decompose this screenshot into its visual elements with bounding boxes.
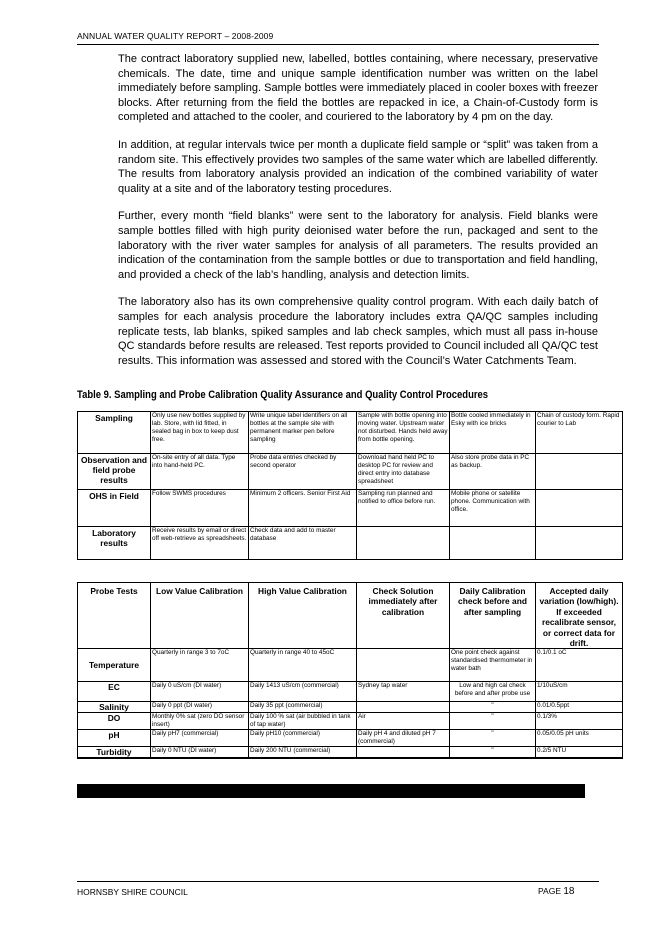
column-header: Check Solution immediately after calibration [357, 583, 450, 649]
table-cell [450, 527, 536, 560]
table-cell: " [450, 713, 536, 730]
table-cell: Minimum 2 officers. Senior First Aid [249, 490, 357, 527]
table-cell: " [450, 702, 536, 713]
table-cell: Also store probe data in PC as backup. [450, 454, 536, 490]
paragraph: The contract laboratory supplied new, labelled, bottles containing, where necessary, preservative chemicals. The date, time and unique sample identification number was written on the label immediately before sampling. Sample bottles were immediately placed in cooler boxes with freezer blocks. After returning from the field the bottles are repacked in ice, a Chain-of-Custody form is completed and attached to the cooler, and couriered to the laboratory by 4 pm on the day. [118, 53, 598, 124]
table-header-row [78, 583, 623, 649]
footer-rule [77, 881, 599, 882]
table-cell [357, 649, 450, 682]
table-cell: Daily 0 uS/cm (DI water) [151, 682, 249, 702]
table-cell: Download hand held PC to desktop PC for review and direct entry into database spreadsheet [357, 454, 450, 490]
table-cell: One point check against standardised thermometer in water bath [450, 649, 536, 682]
table-cell: Only use new bottles supplied by lab. Store, with lid fitted, in sealed bag in box to keep dust free. [151, 412, 249, 454]
table-cell: Daily pH10 (commercial) [249, 730, 357, 747]
table-row [78, 702, 623, 713]
paragraph: The laboratory also has its own comprehensive quality control program. With each daily batch of samples for each analysis procedure the laboratory includes extra QA/QC samples including replicate tests, lab blanks, spiked samples and lab check samples, which must all pass in-house QC standards before results are released. Test reports provided to Council included all QA/QC test results. This information was assessed and stored with the Council’s Water Catchments Team. [118, 296, 598, 367]
column-header: Daily Calibration check before and after sampling [450, 583, 536, 649]
column-header: Accepted daily variation (low/high). If exceeded recalibrate sensor, or correct data for drift. [536, 583, 623, 649]
table-cell: 0.05/0.05 pH units [536, 730, 623, 747]
paragraph: Further, every month “field blanks” were sent to the laboratory for analysis. Field blanks were sample bottles filled with high purity deionised water before the run, packaged and sent to the laboratory with the river water samples for analysis of all parameters. The results provided an indication of the contamination from the sample bottles or due to transportation and field handling, and provided a check of the lab’s handling, analysis and detection limits. [118, 210, 598, 281]
table-row [78, 454, 623, 490]
table-cell: Daily 1413 uS/cm (commercial) [249, 682, 357, 702]
black-bar [77, 784, 585, 798]
row-header: Laboratory results [78, 527, 151, 560]
row-header: OHS in Field [78, 490, 151, 527]
paragraph: In addition, at regular intervals twice per month a duplicate field sample or “split” was taken from a random site. This effectively provides two samples of the same water which are labelled differently. The results from laboratory analysis provided an indication of the combined variability of water quality at a site and of the laboratory testing procedures. [118, 138, 598, 195]
table-row [78, 682, 623, 702]
qa-procedures-table [77, 411, 623, 560]
row-header: pH [78, 730, 151, 747]
column-header: Probe Tests [78, 583, 151, 649]
table-cell: Check data and add to master database [249, 527, 357, 560]
table-cell [536, 527, 623, 560]
table-cell: Receive results by email or direct off web-retrieve as spreadsheets. [151, 527, 249, 560]
table-cell [357, 527, 450, 560]
table-row [78, 713, 623, 730]
row-header: EC [78, 682, 151, 702]
page-prefix: PAGE [538, 886, 564, 896]
table-cell: Daily 0 NTU (DI water) [151, 747, 249, 759]
table-cell: 0.1/3% [536, 713, 623, 730]
table-cell: Low and high cal check before and after probe use [450, 682, 536, 702]
table-title: Table 9. Sampling and Probe Calibration Quality Assurance and Quality Control Procedures [77, 389, 489, 401]
table-cell: Write unique label identifiers on all bottles at the sample site with permanent marker pen before sampling [249, 412, 357, 454]
row-header: DO [78, 713, 151, 730]
table-cell: 1/10uS/cm [536, 682, 623, 702]
table-cell: 0.1/0.1 oC [536, 649, 623, 682]
column-header: Low Value Calibration [151, 583, 249, 649]
probe-calibration-table [77, 582, 623, 759]
table-cell [357, 702, 450, 713]
header-rule [77, 44, 599, 45]
row-header: Observation and field probe results [78, 454, 151, 490]
body-text [118, 52, 598, 381]
table-cell: Quarterly in range 3 to 7oC [151, 649, 249, 682]
table-cell: Chain of custody form. Rapid courier to Lab [536, 412, 623, 454]
table-row [78, 730, 623, 747]
table-cell: On-site entry of all data. Type into hand-held PC. [151, 454, 249, 490]
row-header: Salinity [78, 702, 151, 713]
table-cell: Bottle cooled immediately in Esky with ice bricks [450, 412, 536, 454]
table-cell: Daily 35 ppt (commercial) [249, 702, 357, 713]
table-cell: Sampling run planned and notified to office before run. [357, 490, 450, 527]
row-header: Turbidity [78, 747, 151, 759]
table-cell [357, 747, 450, 759]
table-cell: 0.2/5 NTU [536, 747, 623, 759]
table-cell: Probe data entries checked by second operator [249, 454, 357, 490]
table-cell: Air [357, 713, 450, 730]
table-cell [536, 490, 623, 527]
table-cell: Mobile phone or satellite phone. Communication with office. [450, 490, 536, 527]
table-cell: Daily 200 NTU (commercial) [249, 747, 357, 759]
table-cell: Daily 100 % sat (air bubbled in tank of tap water) [249, 713, 357, 730]
report-header: ANNUAL WATER QUALITY REPORT – 2008-2009 [77, 31, 274, 41]
column-header: High Value Calibration [249, 583, 357, 649]
table-row [78, 412, 623, 454]
table-cell: Quarterly in range 40 to 45oC [249, 649, 357, 682]
table-cell: Sydney tap water [357, 682, 450, 702]
table-cell: Sample with bottle opening into moving water. Upstream water not disturbed. Hands held away from bottle opening. [357, 412, 450, 454]
table-row [78, 649, 623, 682]
table-row [78, 490, 623, 527]
table-cell: " [450, 730, 536, 747]
table-cell: 0.01/0.5ppt [536, 702, 623, 713]
table-cell [536, 454, 623, 490]
table-cell: Follow SWMS procedures [151, 490, 249, 527]
table-cell: Daily pH7 (commercial) [151, 730, 249, 747]
table-cell: Monthly 0% sat (zero DO sensor insert) [151, 713, 249, 730]
table-cell: Daily 0 ppt (DI water) [151, 702, 249, 713]
page-number: 18 [563, 886, 575, 897]
footer-council: HORNSBY SHIRE COUNCIL [77, 887, 188, 897]
table-row [78, 747, 623, 759]
table-row [78, 527, 623, 560]
table-cell: " [450, 747, 536, 759]
row-header: Temperature [78, 649, 151, 682]
row-header: Sampling [78, 412, 151, 454]
table-cell: Daily pH 4 and diluted pH 7 (commercial) [357, 730, 450, 747]
footer-page [538, 886, 574, 897]
